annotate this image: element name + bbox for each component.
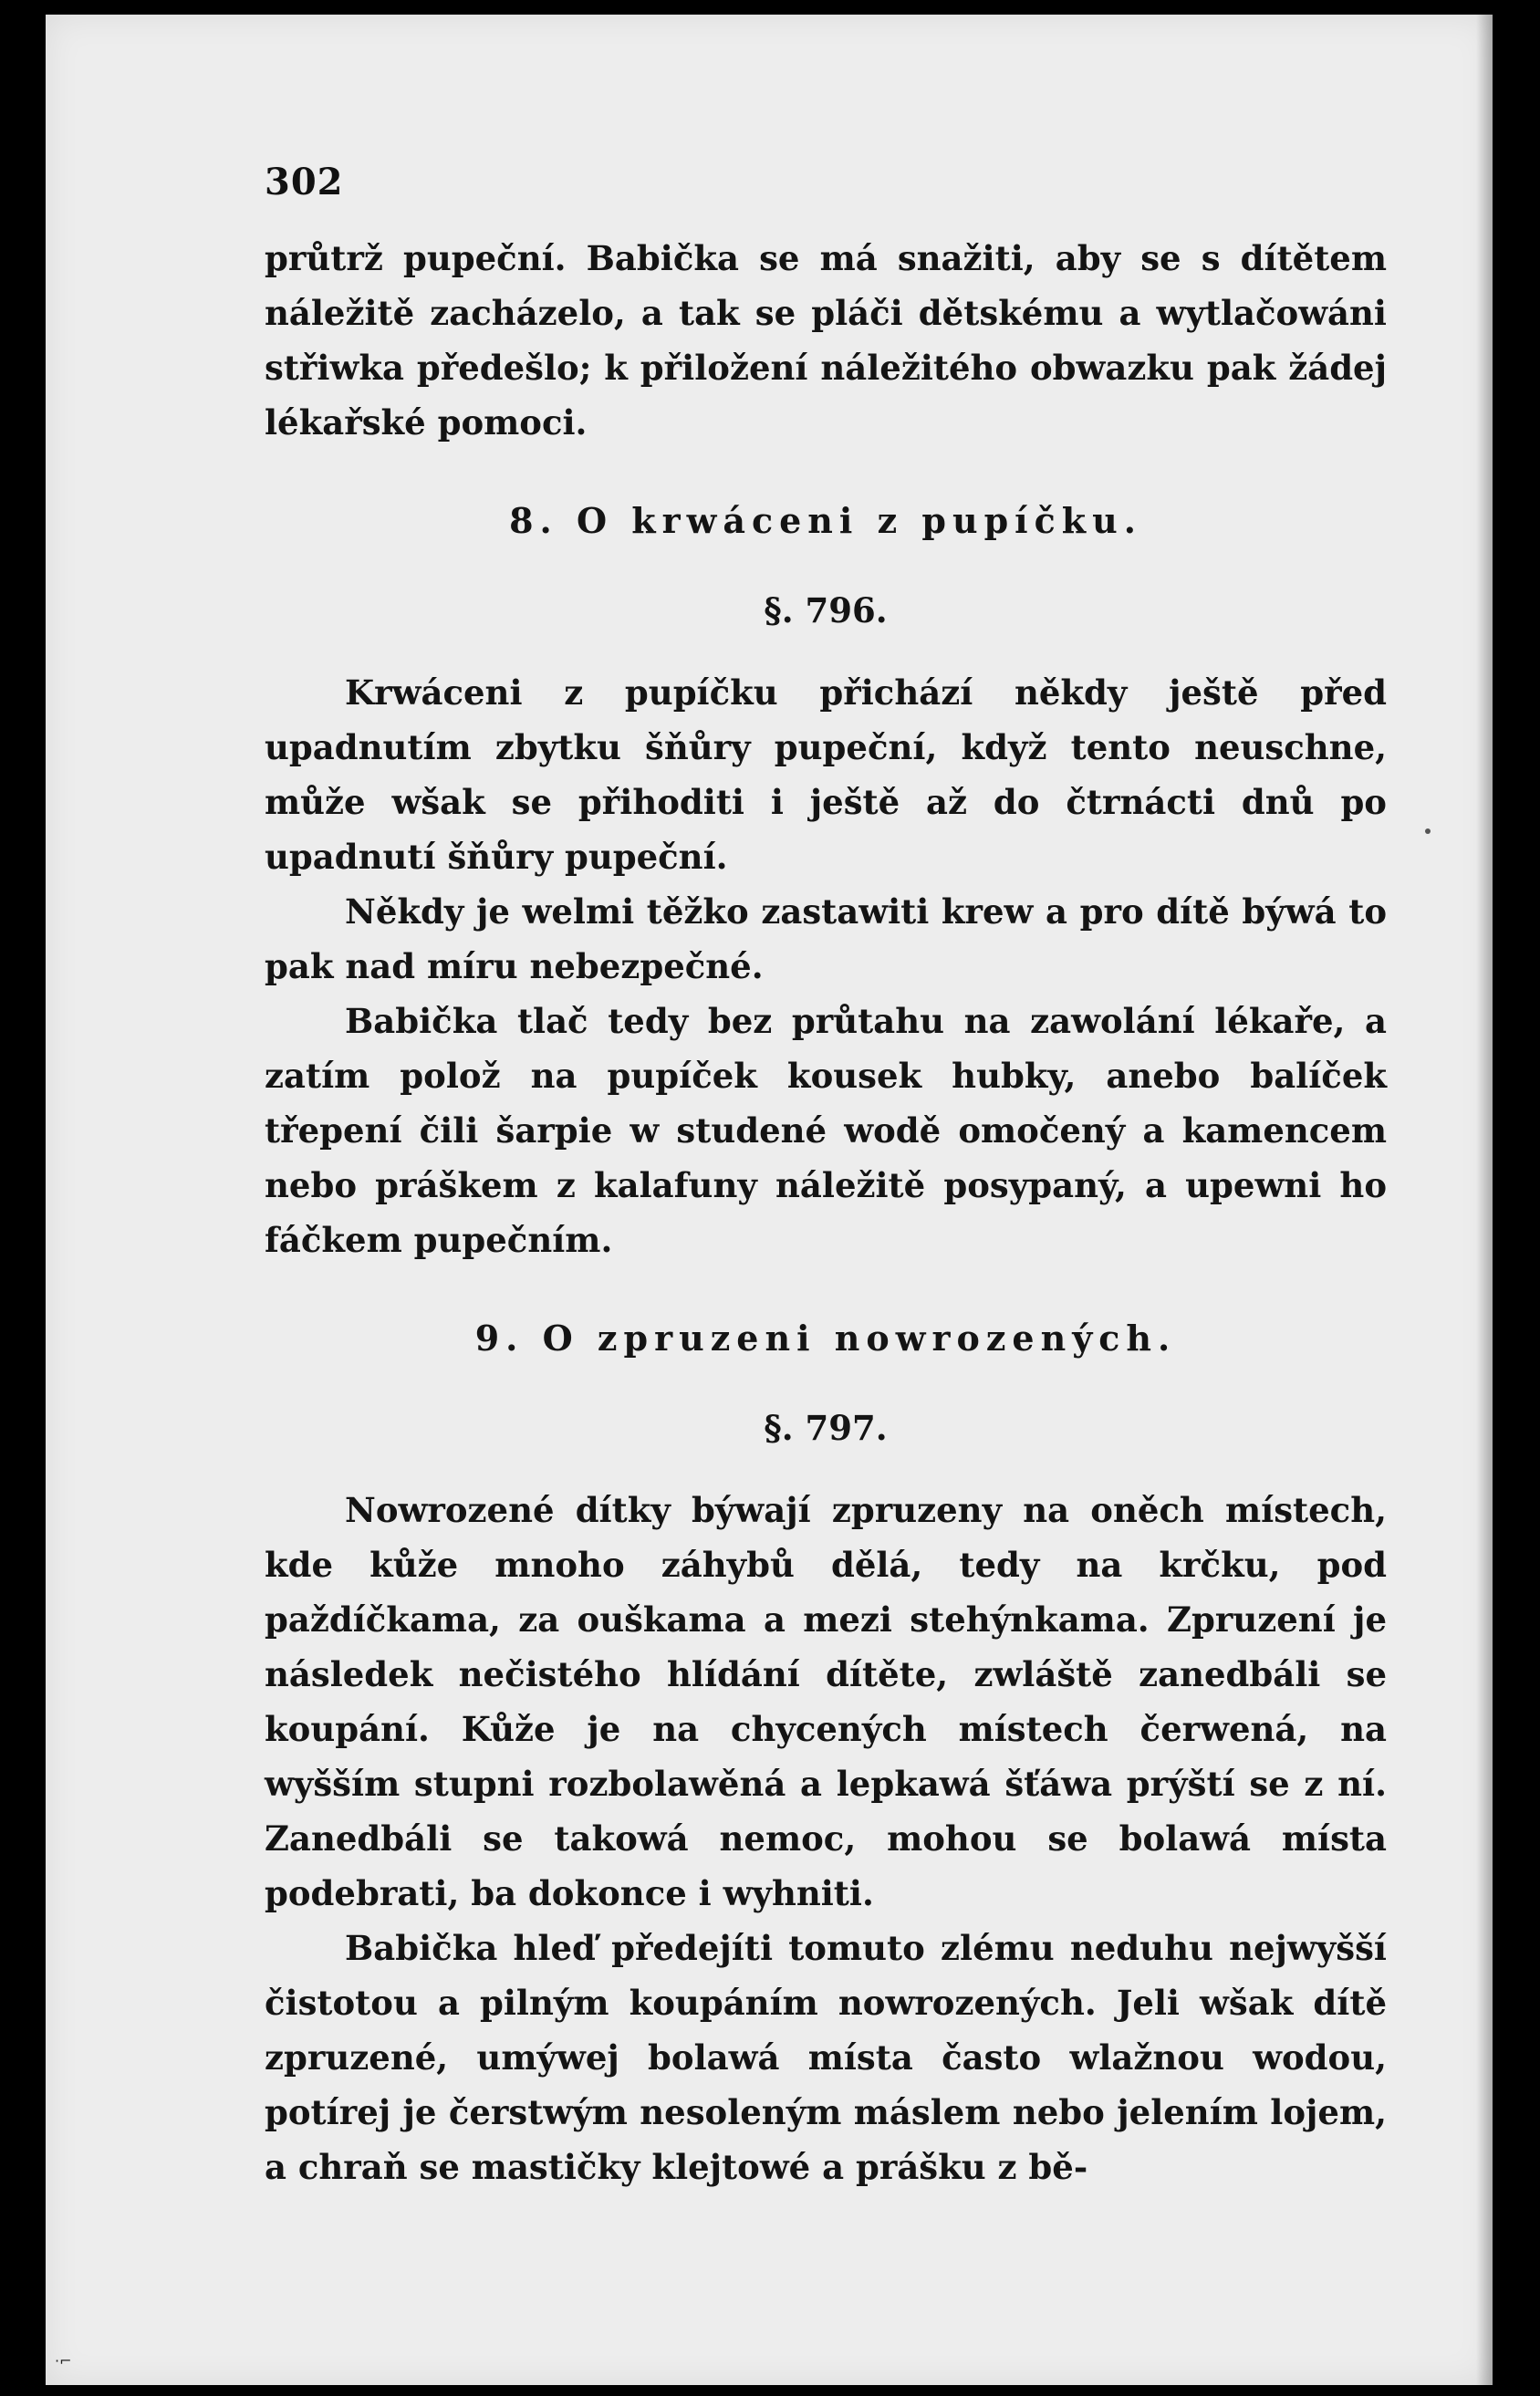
paragraph: Babička tlač tedy bez průtahu na zawolání lékaře, a zatím polož na pupíček kousek hubky, anebo balíček třepení čili šarpie w studené wodě omočený a kamencem nebo práškem z kalafuny náležitě posypaný, a upewni ho fáčkem pupečním.: [265, 1001, 1387, 1260]
paragraph: Krwáceni z pupíčku přichází někdy ještě před upadnutím zbytku šňůry pupeční, když tento neuschne, může wšak se přihoditi i ještě až do čtrnácti dnů po upadnutí šňůry pupeční.: [265, 672, 1387, 877]
corner-mark: ·⌐: [55, 2352, 72, 2370]
paragraph: Babička hleď předejíti tomuto zlému neduhu nejwyšší čistotou a pilným koupáním nowrozených. Jeli wšak dítě zpruzené, umýwej bolawá místa často wlažnou wodou, potírej je čerstwým nesoleným máslem nebo jelením lojem, a chraň se mastičky klejtowé a prášku z bě-: [265, 1928, 1387, 2187]
section-heading-9: 9. O zpruzeni nowrozených.: [474, 1318, 1177, 1359]
paragraph-continuation: průtrž pupeční. Babička se má snažiti, aby se s dítětem náležitě zacházelo, a tak se pláči dětskému a wytlačowáni střiwka předešlo; k přiložení náležitého obwazku pak žádej lékařské pomoci.: [265, 238, 1387, 443]
section-heading-8: 8. O krwáceni z pupíčku.: [509, 500, 1142, 541]
page-number: 302: [265, 161, 344, 203]
paragraph: Někdy je welmi těžko zastawiti krew a pro dítě býwá to pak nad míru nebezpečné.: [265, 891, 1387, 986]
paragraph-number-796: §. 796.: [764, 590, 888, 630]
paragraph-number-797: §. 797.: [764, 1408, 888, 1448]
speck-mark: [1425, 828, 1431, 834]
page-text: [265, 231, 1387, 2194]
paragraph: Nowrozené dítky býwají zpruzeny na oněch místech, kde kůže mnoho záhybů dělá, tedy na krčku, pod paždíčkama, za ouškama a mezi stehýnkama. Zpruzení je následek nečistého hlídání dítěte, zwláště zanedbáli se koupání. Kůže je na chycených místech čerwená, na wyšším stupni rozbolawěná a lepkawá šťáwa prýští se z ní. Zanedbáli se takowá nemoc, mohou se bolawá místa podebrati, ba dokonce i wyhniti.: [265, 1490, 1387, 1913]
